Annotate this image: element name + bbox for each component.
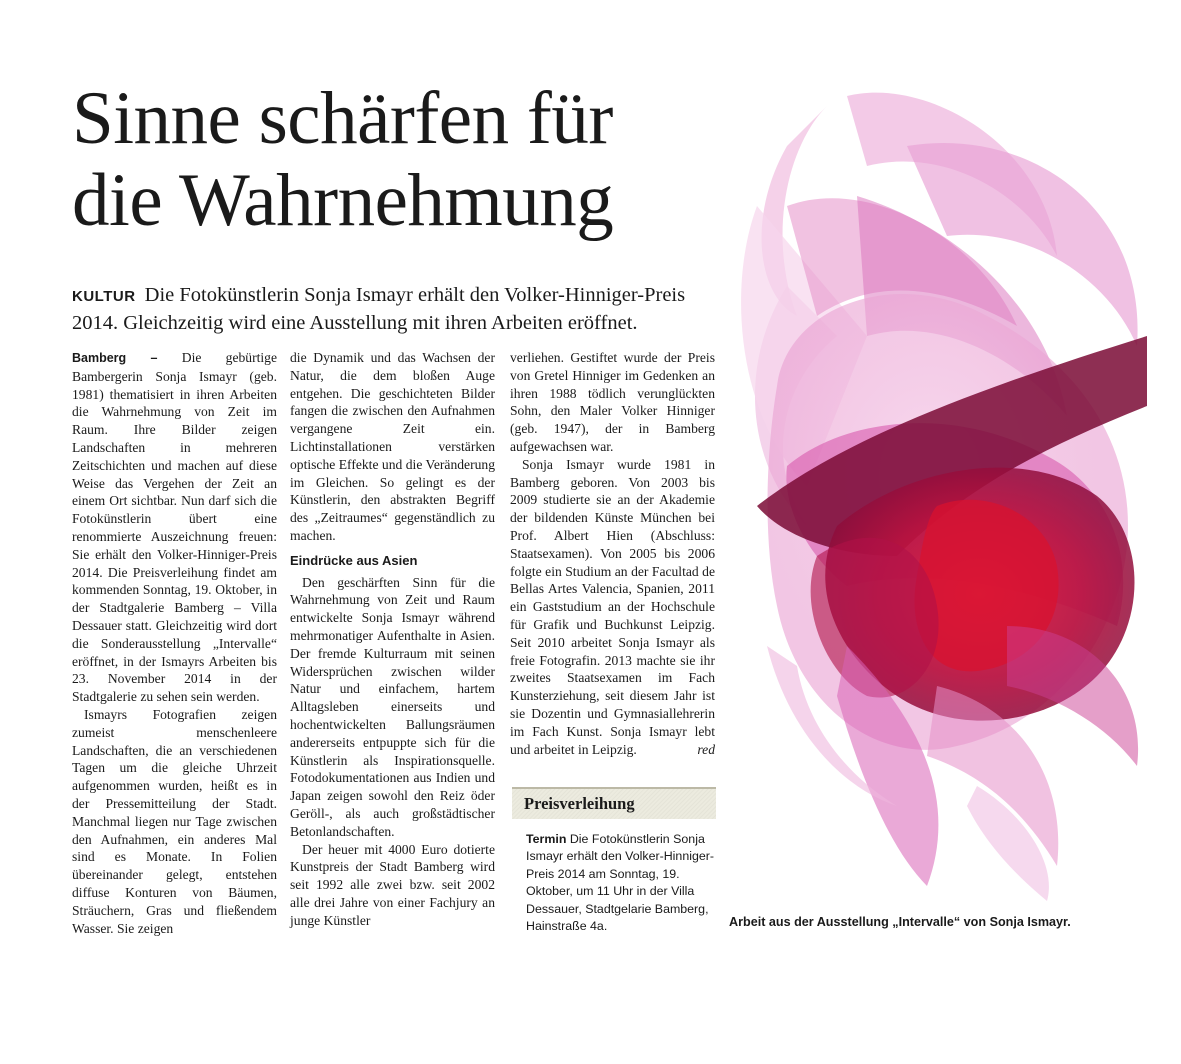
article-paragraph-1: Die gebürtige Bambergerin Sonja Ismayr (geb. 1981) thematisiert in ihren Arbeiten die Wahrnehmung von Zeit im Raum. Ihre Bilder zeigen Landschaften in mehreren Zeitschichten und machen auf diese Weise das Vergehen der Zeit an einem Ort sichtbar. Nun darf sich die Fotokünstlerin übert eine renommierte Auszeichnung freuen: Sie erhält den Volker-Hinniger-Preis 2014. Die Preisverleihung findet am kommenden Sonntag, 19. Oktober, in der Stadtgalerie Bamberg – Villa Dessauer statt. Gleichzeitig wird dort die Sonderausstellung „Intervalle“ eröffnet, in der Ismayrs Arbeiten bis 23. November 2014 in der Stadtgalerie zu sehen sein werden. [72,350,277,705]
teaser-text: Die Fotokünstlerin Sonja Ismayr erhält den Volker-Hinniger-Preis 2014. Gleichzeitig wird eine Ausstellung mit ihren Arbeiten eröffnet. [72,284,686,334]
subhead: Eindrücke aus Asien [290,552,418,568]
photo-caption: Arbeit aus der Ausstellung „Intervalle“ von Sonja Ismayr. [729,915,1071,929]
author-initials: red [697,741,715,757]
info-box-label: Termin [526,832,567,846]
flower-artwork-image [727,86,1153,906]
artwork-photo [727,86,1153,906]
article-paragraph-2-cont: die Dynamik und das Wachsen der Natur, die dem bloßen Auge entgehen. Die geschichteten Bilder fangen die zwischen den Aufnahmen vergangene Zeit ein. Lichtinstallationen verstärken optische Effekte und die Veränderung im Gleichen. So gelingt es der Künstlerin, den abstrakten Begriff des „Zeitraumes“ gegenständlich zu machen. [290,350,495,543]
section-kicker: KULTUR [72,288,136,305]
article-column-1 [72,349,277,937]
article-paragraph-4: Der heuer mit 4000 Euro dotierte Kunstpreis der Stadt Bamberg wird seit 1992 alle zwei bzw. seit 2002 alle drei Jahre von einer Fachjury an junge Künstler [290,841,495,928]
article-paragraph-2: Ismayrs Fotografien zeigen zumeist menschenleere Landschaften, die an verschiedenen Tagen um die gleiche Uhrzeit aufgenommen wurden, heißt es in der Pressemitteilung der Stadt. Manchmal liegen nur Tage zwischen den Aufnahmen, ein anderes Mal sind es Monate. In Folien übereinander gelegt, entstehen diffuse Konturen von Bäumen, Sträuchern, Gras und fließendem Wasser. Sie zeigen [72,706,277,936]
info-box-text: Die Fotokünstlerin Sonja Ismayr erhält den Volker-Hinniger-Preis 2014 am Sonntag, 19. Oktober, um 11 Uhr in der Villa Dessauer, Stadtgelarie Bamberg, Hainstraße 4a. [526,832,715,934]
dateline: Bamberg – [72,351,158,365]
info-box-body [512,831,716,935]
info-box-title: Preisverleihung [512,787,716,819]
article-column-2 [290,349,495,930]
info-box [512,787,716,935]
article-paragraph-4-cont: verliehen. Gestiftet wurde der Preis von Gretel Hinniger im Gedenken an ihren 1988 tödlich verunglückten Sohn, den Maler Volker Hinniger (geb. 1947), der in Bamberg aufgewachsen war. [510,350,715,454]
teaser [72,282,722,336]
article-paragraph-3: Den geschärften Sinn für die Wahrnehmung von Zeit und Raum entwickelte Sonja Ismayr während mehrmonatiger Aufenthalte in Asien. Der fremde Kulturraum mit seinen Widersprüchen zwischen wilder Natur und einfachem, hartem Alltagsleben einerseits und hochentwickelten Ballungsräumen andererseits entpuppte sich für die Künstlerin als Inspirationsquelle. Fotodokumentationen aus Indien und Japan zeigen sowohl den Reiz öder Geröll-, als auch großstädtischer Betonlandschaften. [290,574,495,839]
headline-line-1: Sinne schärfen für [72,77,613,160]
headline [72,78,712,242]
article-paragraph-5: Sonja Ismayr wurde 1981 in Bamberg geboren. Von 2003 bis 2009 studierte sie an der Akademie der bildenden Künste München bei Prof. Albert Hien (Abschluss: Staatsexamen). Von 2005 bis 2006 folgte ein Studium an der Facultad de Bellas Artes Valencia, Spanien, 2011 ein Gaststudium an der Hochschule für Grafik und Buchkunst Leipzig. Seit 2010 arbeitet Sonja Ismayr als freie Fotografin. 2013 machte sie ihr zweites Staatsexamen im Fach Kunsterziehung, seit diesem Jahr ist sie Dozentin und Gymnasiallehrerin im Fach Kunst. Sonja Ismayr lebt und arbeitet in Leipzig. [510,456,715,757]
article-column-3 [510,349,715,758]
headline-line-2: die Wahrnehmung [72,159,614,242]
